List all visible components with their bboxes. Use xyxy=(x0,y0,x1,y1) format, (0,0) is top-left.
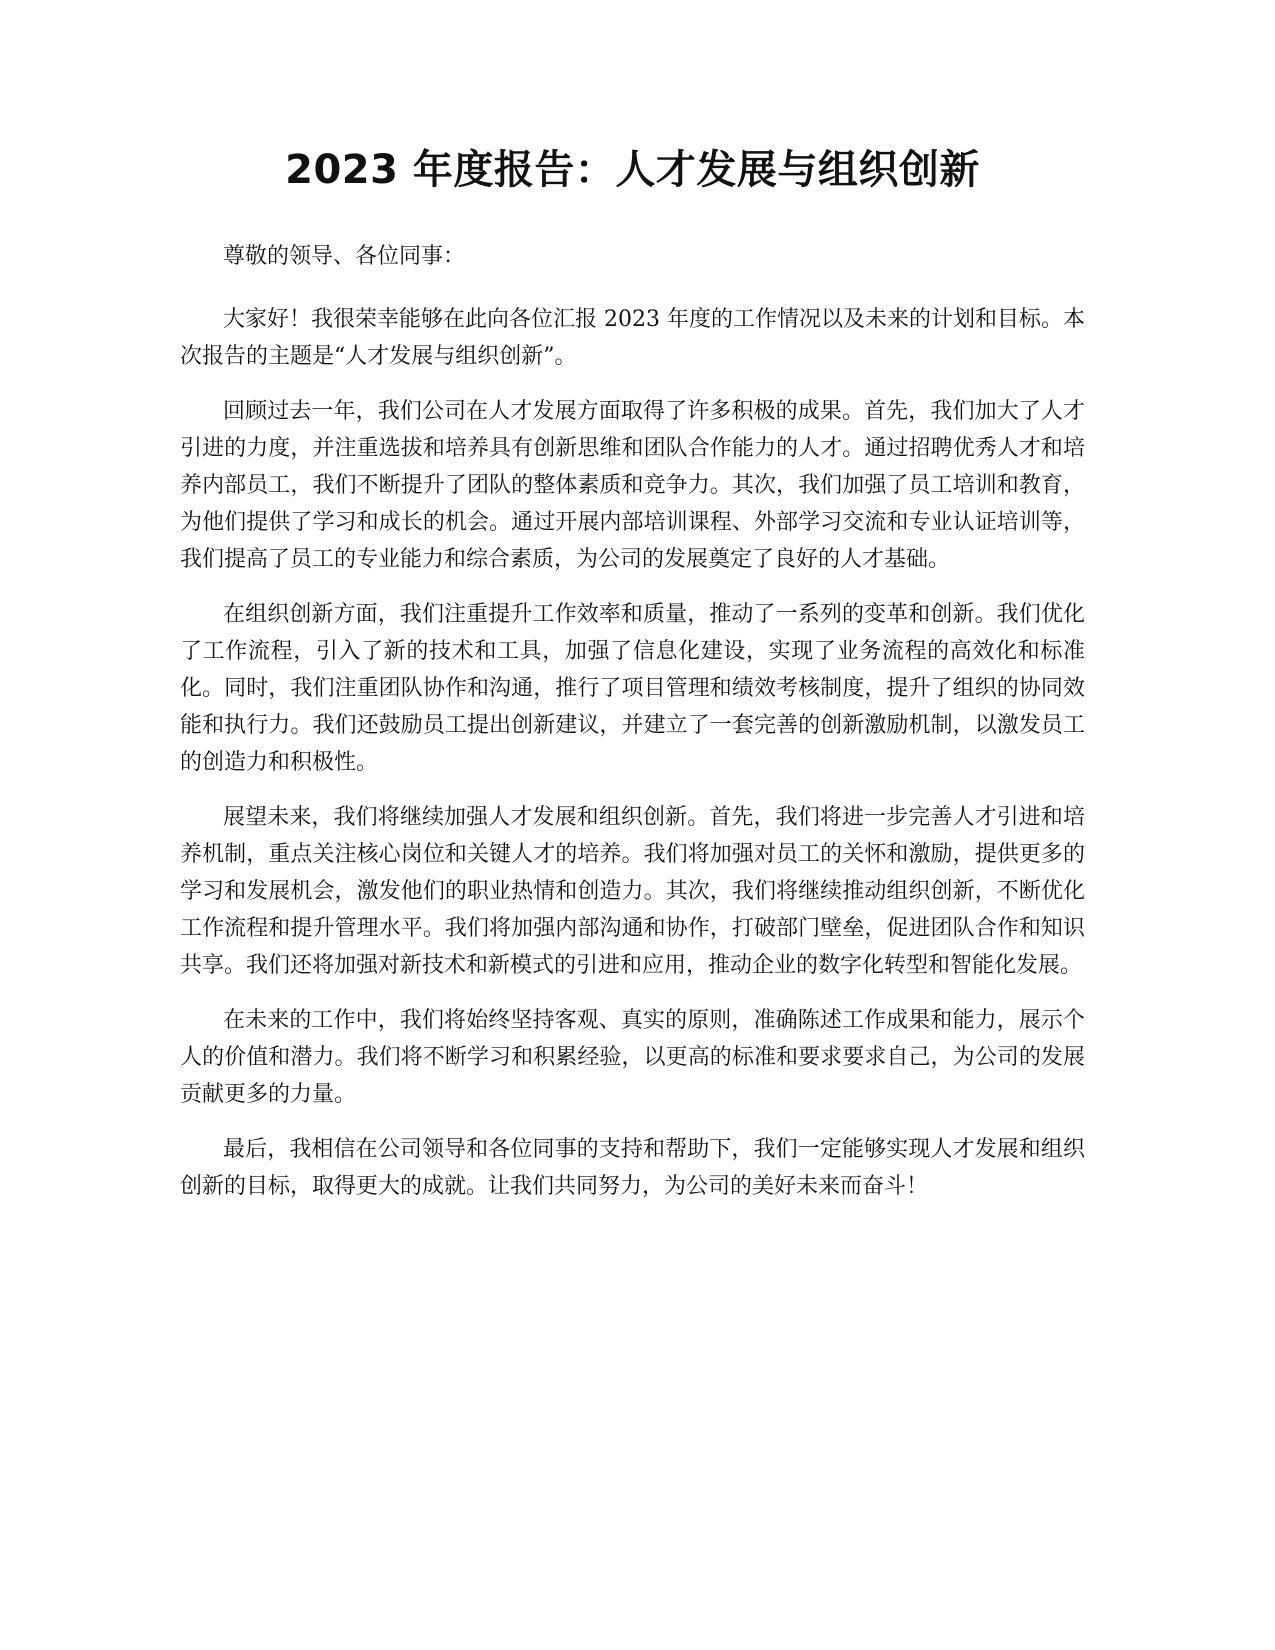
paragraph-org-innovation: 在组织创新方面，我们注重提升工作效率和质量，推动了一系列的变革和创新。我们优化了工作流程，引入了新的技术和工具，加强了信息化建设，实现了业务流程的高效化和标准化。同时，我们注重团队协作和沟通，推行了项目管理和绩效考核制度，提升了组织的协同效能和执行力。我们还鼓励员工提出创新建议，并建立了一套完善的创新激励机制，以激发员工的创造力和积极性。 xyxy=(180,602,1085,775)
paragraph-closing: 最后，我相信在公司领导和各位同事的支持和帮助下，我们一定能够实现人才发展和组织创新的目标，取得更大的成就。让我们共同努力，为公司的美好未来而奋斗！ xyxy=(180,1137,1085,1199)
document-page xyxy=(180,140,1085,1223)
document-title: 2023 年度报告：人才发展与组织创新 xyxy=(285,147,980,193)
paragraph-outlook: 展望未来，我们将继续加强人才发展和组织创新。首先，我们将进一步完善人才引进和培养机制，重点关注核心岗位和关键人才的培养。我们将加强对员工的关怀和激励，提供更多的学习和发展机会，激发他们的职业热情和创造力。其次，我们将继续推动组织创新，不断优化工作流程和提升管理水平。我们将加强内部沟通和协作，打破部门壁垒，促进团队合作和知识共享。我们还将加强对新技术和新模式的引进和应用，推动企业的数字化转型和智能化发展。 xyxy=(180,805,1085,978)
salutation: 尊敬的领导、各位同事： xyxy=(223,244,466,269)
paragraph-principles: 在未来的工作中，我们将始终坚持客观、真实的原则，准确陈述工作成果和能力，展示个人的价值和潜力。我们将不断学习和积累经验，以更高的标准和要求要求自己，为公司的发展贡献更多的力量。 xyxy=(180,1008,1085,1107)
paragraph-greeting: 大家好！我很荣幸能够在此向各位汇报 2023 年度的工作情况以及未来的计划和目标。本次报告的主题是“人才发展与组织创新”。 xyxy=(180,307,1085,369)
paragraph-talent-review: 回顾过去一年，我们公司在人才发展方面取得了许多积极的成果。首先，我们加大了人才引进的力度，并注重选拔和培养具有创新思维和团队合作能力的人才。通过招聘优秀人才和培养内部员工，我们不断提升了团队的整体素质和竞争力。其次，我们加强了员工培训和教育，为他们提供了学习和成长的机会。通过开展内部培训课程、外部学习交流和专业认证培训等，我们提高了员工的专业能力和综合素质，为公司的发展奠定了良好的人才基础。 xyxy=(180,399,1085,572)
